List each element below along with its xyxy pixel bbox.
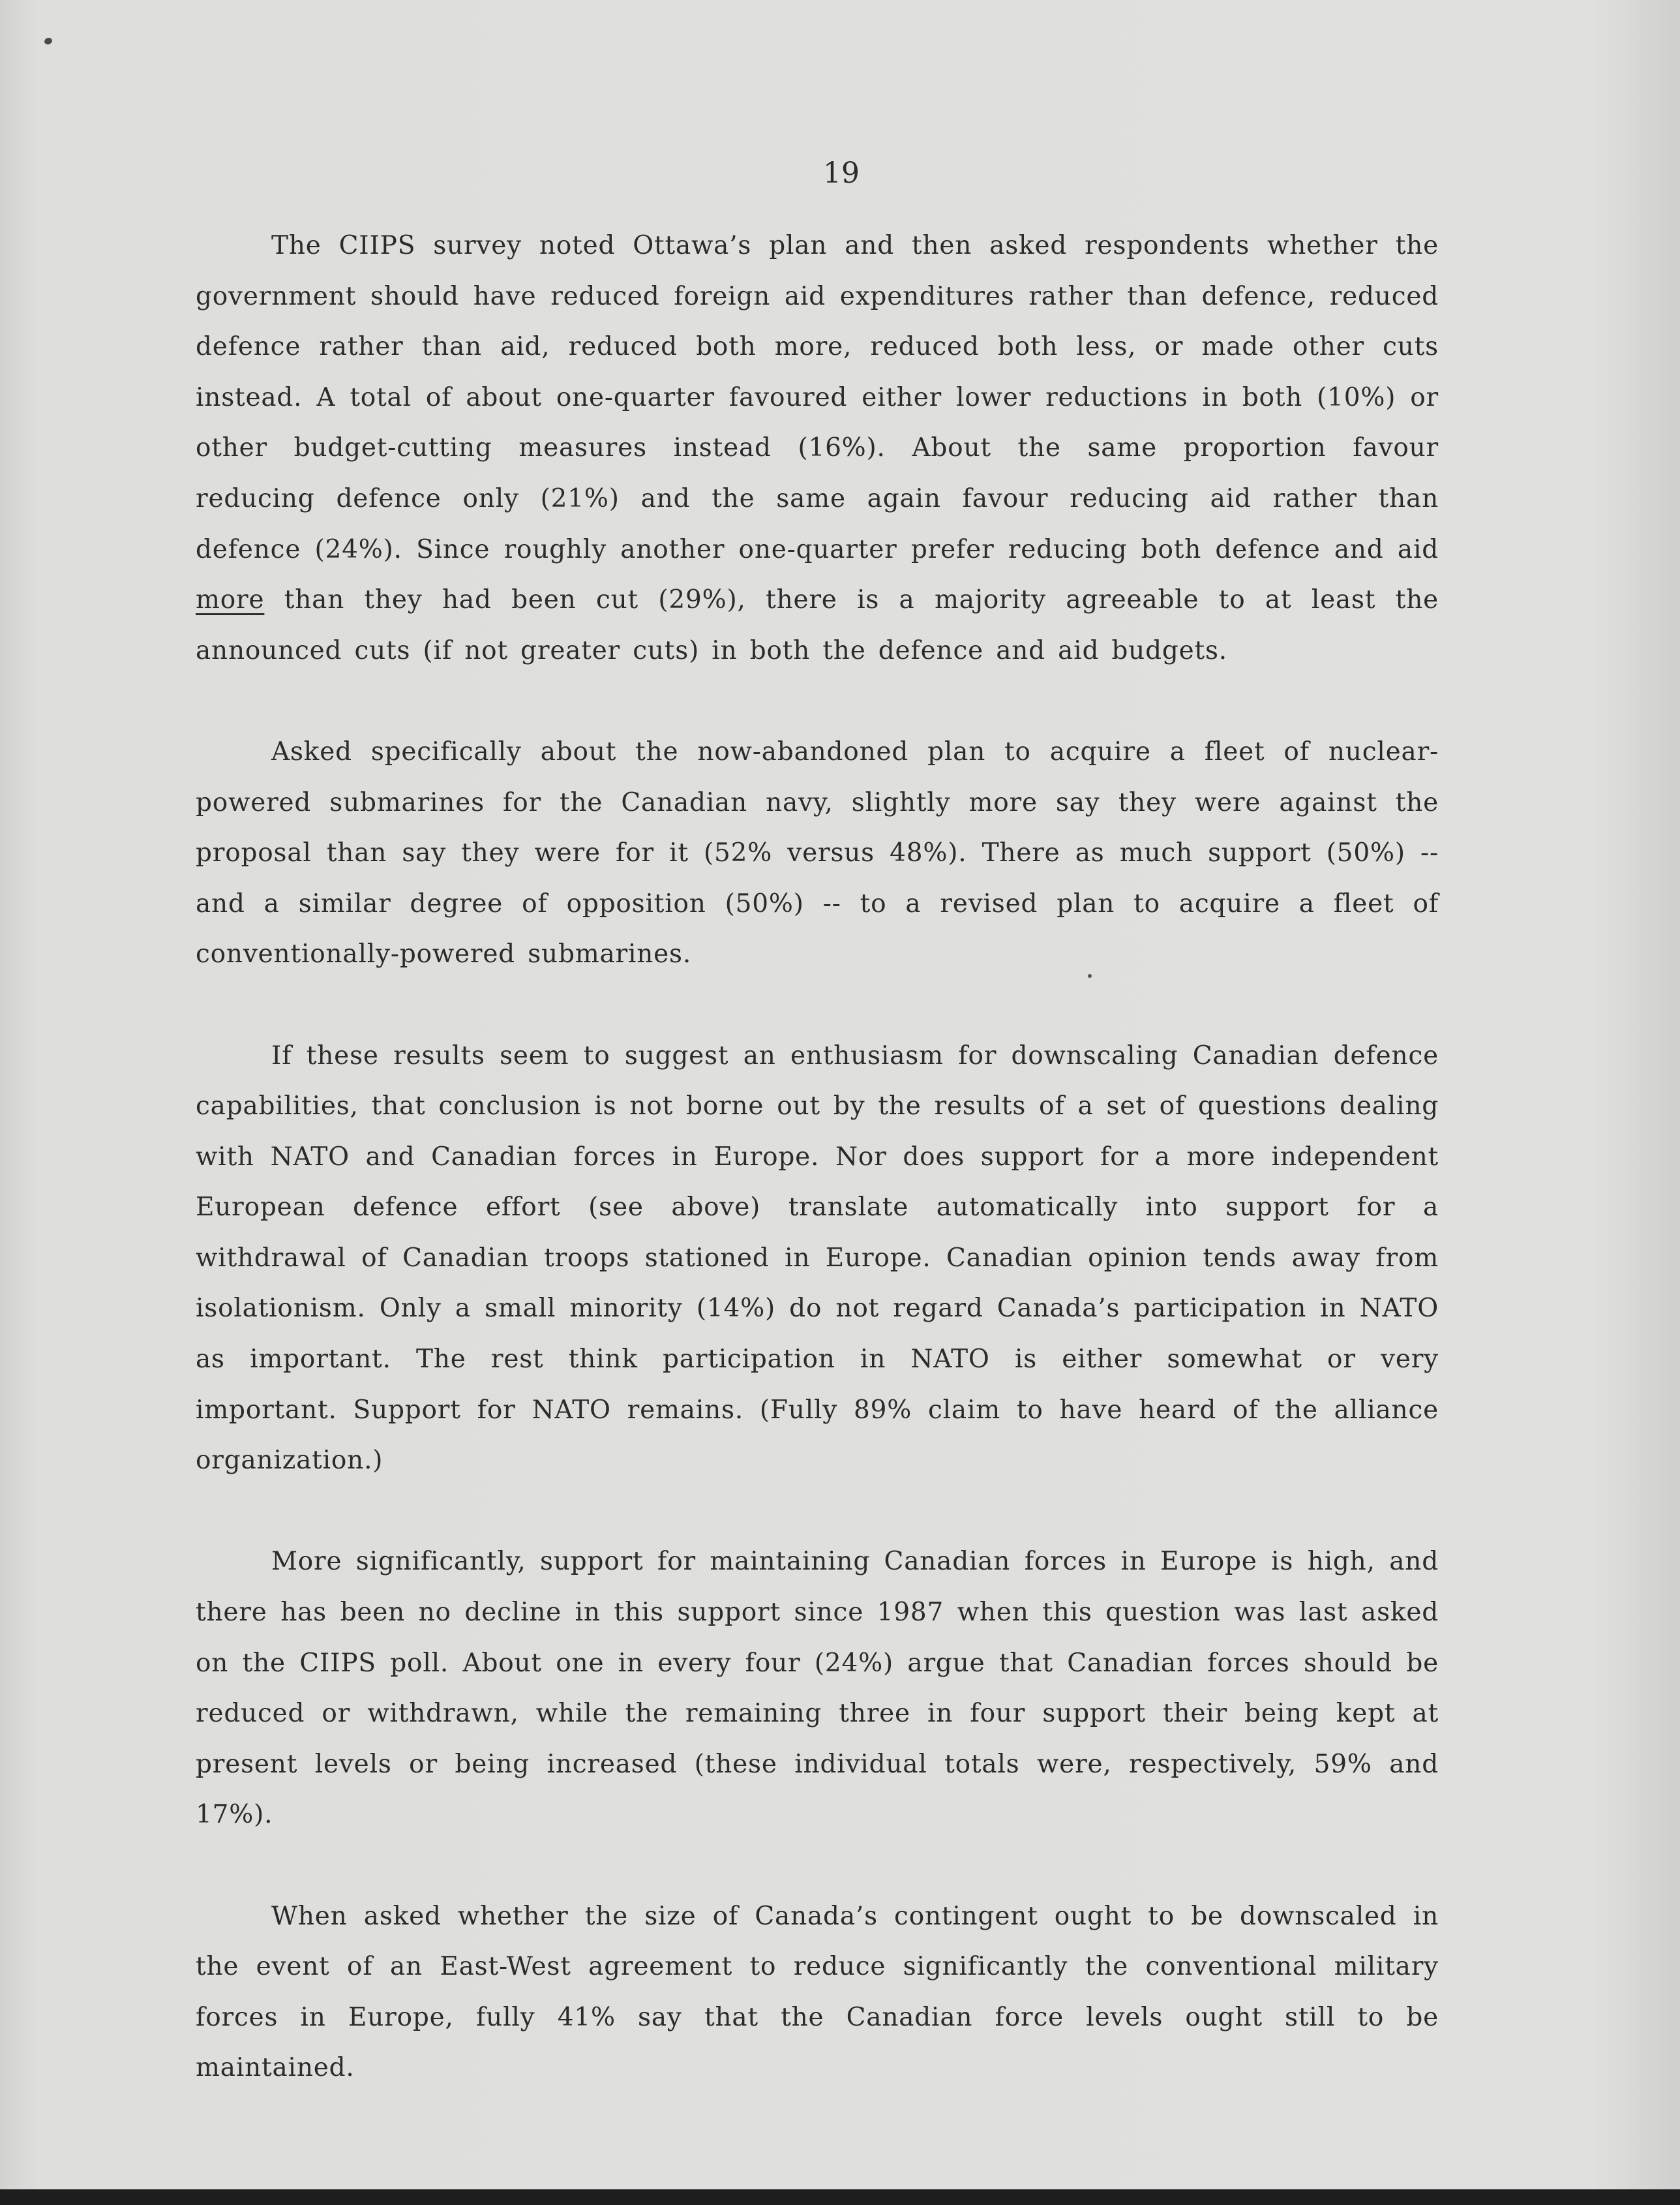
paragraph-3: If these results seem to suggest an enthusiasm for downscaling Canadian defence capabilities, that conclusion is not borne out by the results of a set of questions dealing with NATO and Canadian forces in Europe. Nor does support for a more independent European defence effort (see above) translate automatically into support for a withdrawal of Canadian troops stationed in Europe. Canadian opinion tends away from isolationism. Only a small minority (14%) do not regard Canada’s participation in NATO as important. The rest think participation in NATO is either somewhat or very important. Support for NATO remains. (Fully 89% claim to have heard of the alliance organization.): [196, 1041, 1439, 1476]
scan-speck-mark: [44, 37, 53, 46]
scan-speck: [1088, 974, 1092, 978]
paragraph-2: Asked specifically about the now-abandoned plan to acquire a fleet of nuclear-powered submarines for the Canadian navy, slightly more say they were against the proposal than say they were for it (52% versus 48%). There as much support (50%) -- and a similar degree of opposition (50%) -- to a revised plan to acquire a fleet of conventionally-powered submarines.: [196, 737, 1439, 969]
paragraph-4: More significantly, support for maintaining Canadian forces in Europe is high, and there has been no decline in this support since 1987 when this question was last asked on the CIIPS poll. About one in every four (24%) argue that Canadian forces should be reduced or withdrawn, while the remaining three in four support their being kept at present levels or being increased (these individual totals were, respectively, 59% and 17%).: [196, 1547, 1439, 1830]
scan-bottom-edge: [0, 2189, 1680, 2205]
paragraph-1: [196, 220, 1439, 676]
underlined-word: more: [196, 585, 265, 615]
paragraph-5: When asked whether the size of Canada’s contingent ought to be downscaled in the event of an East-West agreement to reduce significantly the conventional military forces in Europe, fully 41% say that the Canadian force levels ought still to be maintained.: [196, 1901, 1439, 2083]
paragraph-1-text-start: The CIIPS survey noted Ottawa’s plan and then asked respondents whether the government should have reduced foreign aid expenditures rather than defence, reduced defence rather than aid, reduced both more, reduced both less, or made other cuts instead. A total of about one-quarter favoured either lower reductions in both (10%) or other budget-cutting measures instead (16%). About the same proportion favour reducing defence only (21%) and the same again favour reducing aid rather than defence (24%). Since roughly another one-quarter prefer reducing both defence and aid: [196, 231, 1439, 564]
page-number: 19: [823, 157, 860, 190]
paragraph-1-text-end: than they had been cut (29%), there is a majority agreeable to at least the announced cuts (if not greater cuts) in both the defence and aid budgets.: [196, 585, 1439, 665]
body-text: [196, 220, 1439, 2093]
